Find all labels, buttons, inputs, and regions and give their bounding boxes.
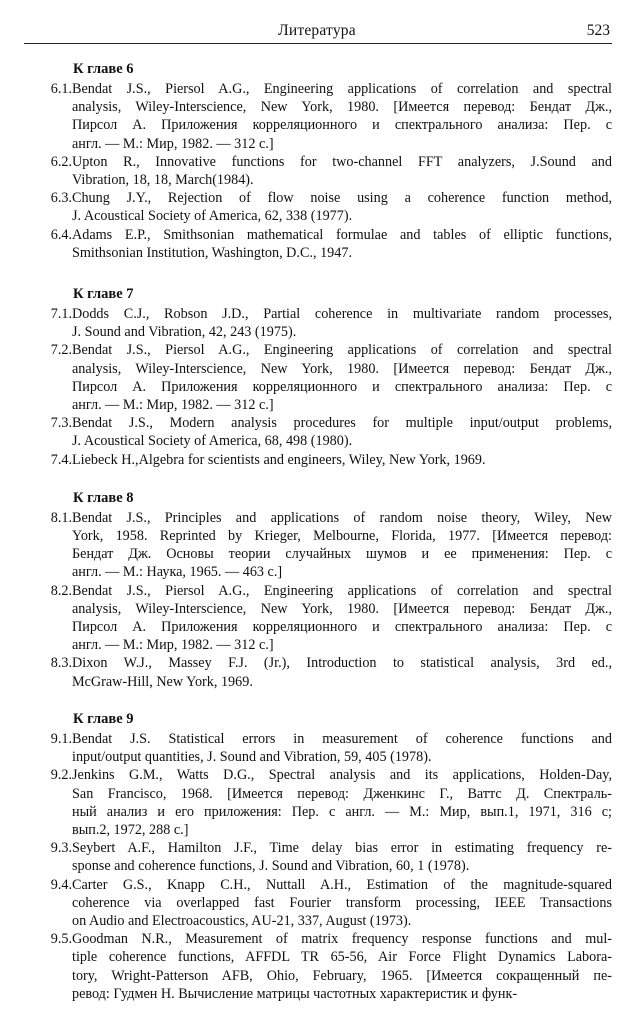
page-header xyxy=(24,22,610,42)
reference-item xyxy=(26,153,612,189)
reference-line: вып.2, 1972, 288 с.] xyxy=(72,821,189,838)
reference-number: 6.4. xyxy=(50,226,72,243)
header-rule xyxy=(24,43,612,44)
reference-item xyxy=(26,80,612,153)
reference-line: Bendat J.S., Piersol A.G., Engineering applications of correlation and spectral xyxy=(72,81,612,97)
reference-item xyxy=(26,766,612,839)
reference-line: analysis, Wiley-Interscience, New York, 1980. [Имеется перевод: Бендат Дж., xyxy=(72,600,612,617)
reference-line: англ. — М.: Наука, 1965. — 463 с.] xyxy=(72,564,283,581)
reference-item xyxy=(26,876,612,931)
chapter-section xyxy=(26,60,612,262)
reference-number: 8.2. xyxy=(50,582,72,599)
section-heading: К главе 6 xyxy=(73,61,134,77)
reference-line: Пирсол А. Приложения корреляционного и спектрального анализа: Пер. с xyxy=(72,619,612,636)
reference-item xyxy=(26,189,612,225)
reference-number: 8.1. xyxy=(50,509,72,526)
reference-item xyxy=(26,226,612,262)
reference-line: Adams E.P., Smithsonian mathematical formulae and tables of elliptic functions, xyxy=(72,226,612,243)
reference-line: англ. — М.: Мир, 1982. — 312 с.] xyxy=(72,135,274,152)
reference-line: Upton R., Innovative functions for two-channel FFT analyzers, J.Sound and xyxy=(72,153,612,170)
reference-item xyxy=(26,930,612,1003)
reference-line: analysis, Wiley-Interscience, New York, 1980. [Имеется перевод: Бендат Дж., xyxy=(72,99,612,116)
reference-line: J. Sound and Vibration, 42, 243 (1975). xyxy=(72,324,297,341)
reference-number: 7.4. xyxy=(50,451,72,468)
reference-line: Пирсол А. Приложения корреляционного и спектрального анализа: Пер. с xyxy=(72,117,612,134)
reference-line: coherence via overlapped fast Fourier transform processing, IEEE Transactions xyxy=(72,894,612,911)
reference-item xyxy=(26,654,612,690)
reference-number: 7.3. xyxy=(50,415,72,432)
reference-line: англ. — М.: Мир, 1982. — 312 с.] xyxy=(72,637,274,654)
reference-number: 9.5. xyxy=(50,931,72,948)
chapter-section xyxy=(26,710,612,1003)
reference-number: 8.3. xyxy=(50,655,72,672)
reference-line: San Francisco, 1968. [Имеется перевод: Дженкинс Г., Ваттс Д. Спектраль- xyxy=(72,785,612,802)
reference-line: Carter G.S., Knapp C.H., Nuttall A.H., Estimation of the magnitude-squared xyxy=(72,876,612,893)
reference-line: Smithsonian Institution, Washington, D.C., 1947. xyxy=(72,244,352,261)
reference-number: 6.1. xyxy=(50,81,72,97)
running-title: Литература xyxy=(278,22,356,39)
reference-line: McGraw-Hill, New York, 1969. xyxy=(72,673,253,690)
reference-line: on Audio and Electroacoustics, AU-21, 337, August (1973). xyxy=(72,912,412,929)
reference-line: J. Acoustical Society of America, 68, 498 (1980). xyxy=(72,433,353,450)
reference-line: analysis, Wiley-Interscience, New York, 1980. [Имеется перевод: Бендат Дж., xyxy=(72,360,612,377)
reference-number: 6.2. xyxy=(50,153,72,170)
reference-number: 9.4. xyxy=(50,876,72,893)
reference-line: Vibration, 18, 18, March(1984). xyxy=(72,172,254,189)
reference-line: input/output quantities, J. Sound and Vibration, 59, 405 (1978). xyxy=(72,749,432,766)
reference-line: Bendat J.S., Principles and applications of random noise theory, Wiley, New xyxy=(72,509,612,526)
reference-line: York, 1958. Reprinted by Krieger, Melbourne, Florida, 1977. [Имеется перевод: xyxy=(72,528,612,545)
references-list xyxy=(26,60,612,1021)
reference-item xyxy=(26,414,612,450)
reference-line: Liebeck H.,Algebra for scientists and engineers, Wiley, New York, 1969. xyxy=(72,451,486,468)
reference-line: англ. — М.: Мир, 1982. — 312 с.] xyxy=(72,397,274,414)
reference-line: Goodman N.R., Measurement of matrix frequency response functions and mul- xyxy=(72,931,612,948)
reference-item xyxy=(26,839,612,875)
reference-number: 9.3. xyxy=(50,840,72,857)
reference-number: 6.3. xyxy=(50,190,72,207)
chapter-section xyxy=(26,285,612,469)
reference-line: Chung J.Y., Rejection of flow noise using a coherence function method, xyxy=(72,190,612,207)
reference-item xyxy=(26,451,612,469)
reference-item xyxy=(26,582,612,655)
reference-line: Dodds C.J., Robson J.D., Partial coherence in multivariate random processes, xyxy=(72,306,612,323)
reference-number: 7.1. xyxy=(50,306,72,323)
reference-line: Bendat J.S. Statistical errors in measurement of coherence functions and xyxy=(72,730,612,747)
reference-item xyxy=(26,305,612,341)
reference-item xyxy=(26,730,612,766)
section-heading: К главе 7 xyxy=(73,286,134,303)
page-number: 523 xyxy=(586,22,610,39)
reference-line: Dixon W.J., Massey F.J. (Jr.), Introduction to statistical analysis, 3rd ed., xyxy=(72,655,612,672)
reference-line: Bendat J.S., Modern analysis procedures for multiple input/output problems, xyxy=(72,415,612,432)
reference-line: Пирсол А. Приложения корреляционного и спектрального анализа: Пер. с xyxy=(72,378,612,395)
reference-line: Bendat J.S., Piersol A.G., Engineering applications of correlation and spectral xyxy=(72,582,612,599)
section-heading: К главе 8 xyxy=(73,489,134,506)
reference-item xyxy=(26,509,612,582)
reference-number: 9.2. xyxy=(50,767,72,784)
reference-line: J. Acoustical Society of America, 62, 338 (1977). xyxy=(72,208,353,225)
reference-line: tiple coherence functions, AFFDL TR 65-56, Air Force Flight Dynamics Labora- xyxy=(72,949,612,966)
reference-number: 9.1. xyxy=(50,730,72,747)
reference-line: sponse and coherence functions, J. Sound and Vibration, 60, 1 (1978). xyxy=(72,858,470,875)
reference-line: Jenkins G.M., Watts D.G., Spectral analysis and its applications, Holden-Day, xyxy=(72,767,612,784)
reference-line: Seybert A.F., Hamilton J.F., Time delay bias error in estimating frequency re- xyxy=(72,840,612,857)
chapter-section xyxy=(26,489,612,691)
reference-line: ревод: Гудмен Н. Вычисление матрицы частотных характеристик и функ- xyxy=(72,985,518,1002)
reference-line: Bendat J.S., Piersol A.G., Engineering applications of correlation and spectral xyxy=(72,342,612,359)
reference-number: 7.2. xyxy=(50,342,72,359)
reference-line: tory, Wright-Patterson AFB, Ohio, February, 1965. [Имеется сокращенный пе- xyxy=(72,967,612,984)
section-heading: К главе 9 xyxy=(73,710,134,727)
reference-line: Бендат Дж. Основы теории случайных шумов и ее применения: Пер. с xyxy=(72,546,612,563)
reference-item xyxy=(26,341,612,414)
reference-line: ный анализ и его приложения: Пер. с англ. — М.: Мир, вып.1, 1971, 316 с; xyxy=(72,803,612,820)
